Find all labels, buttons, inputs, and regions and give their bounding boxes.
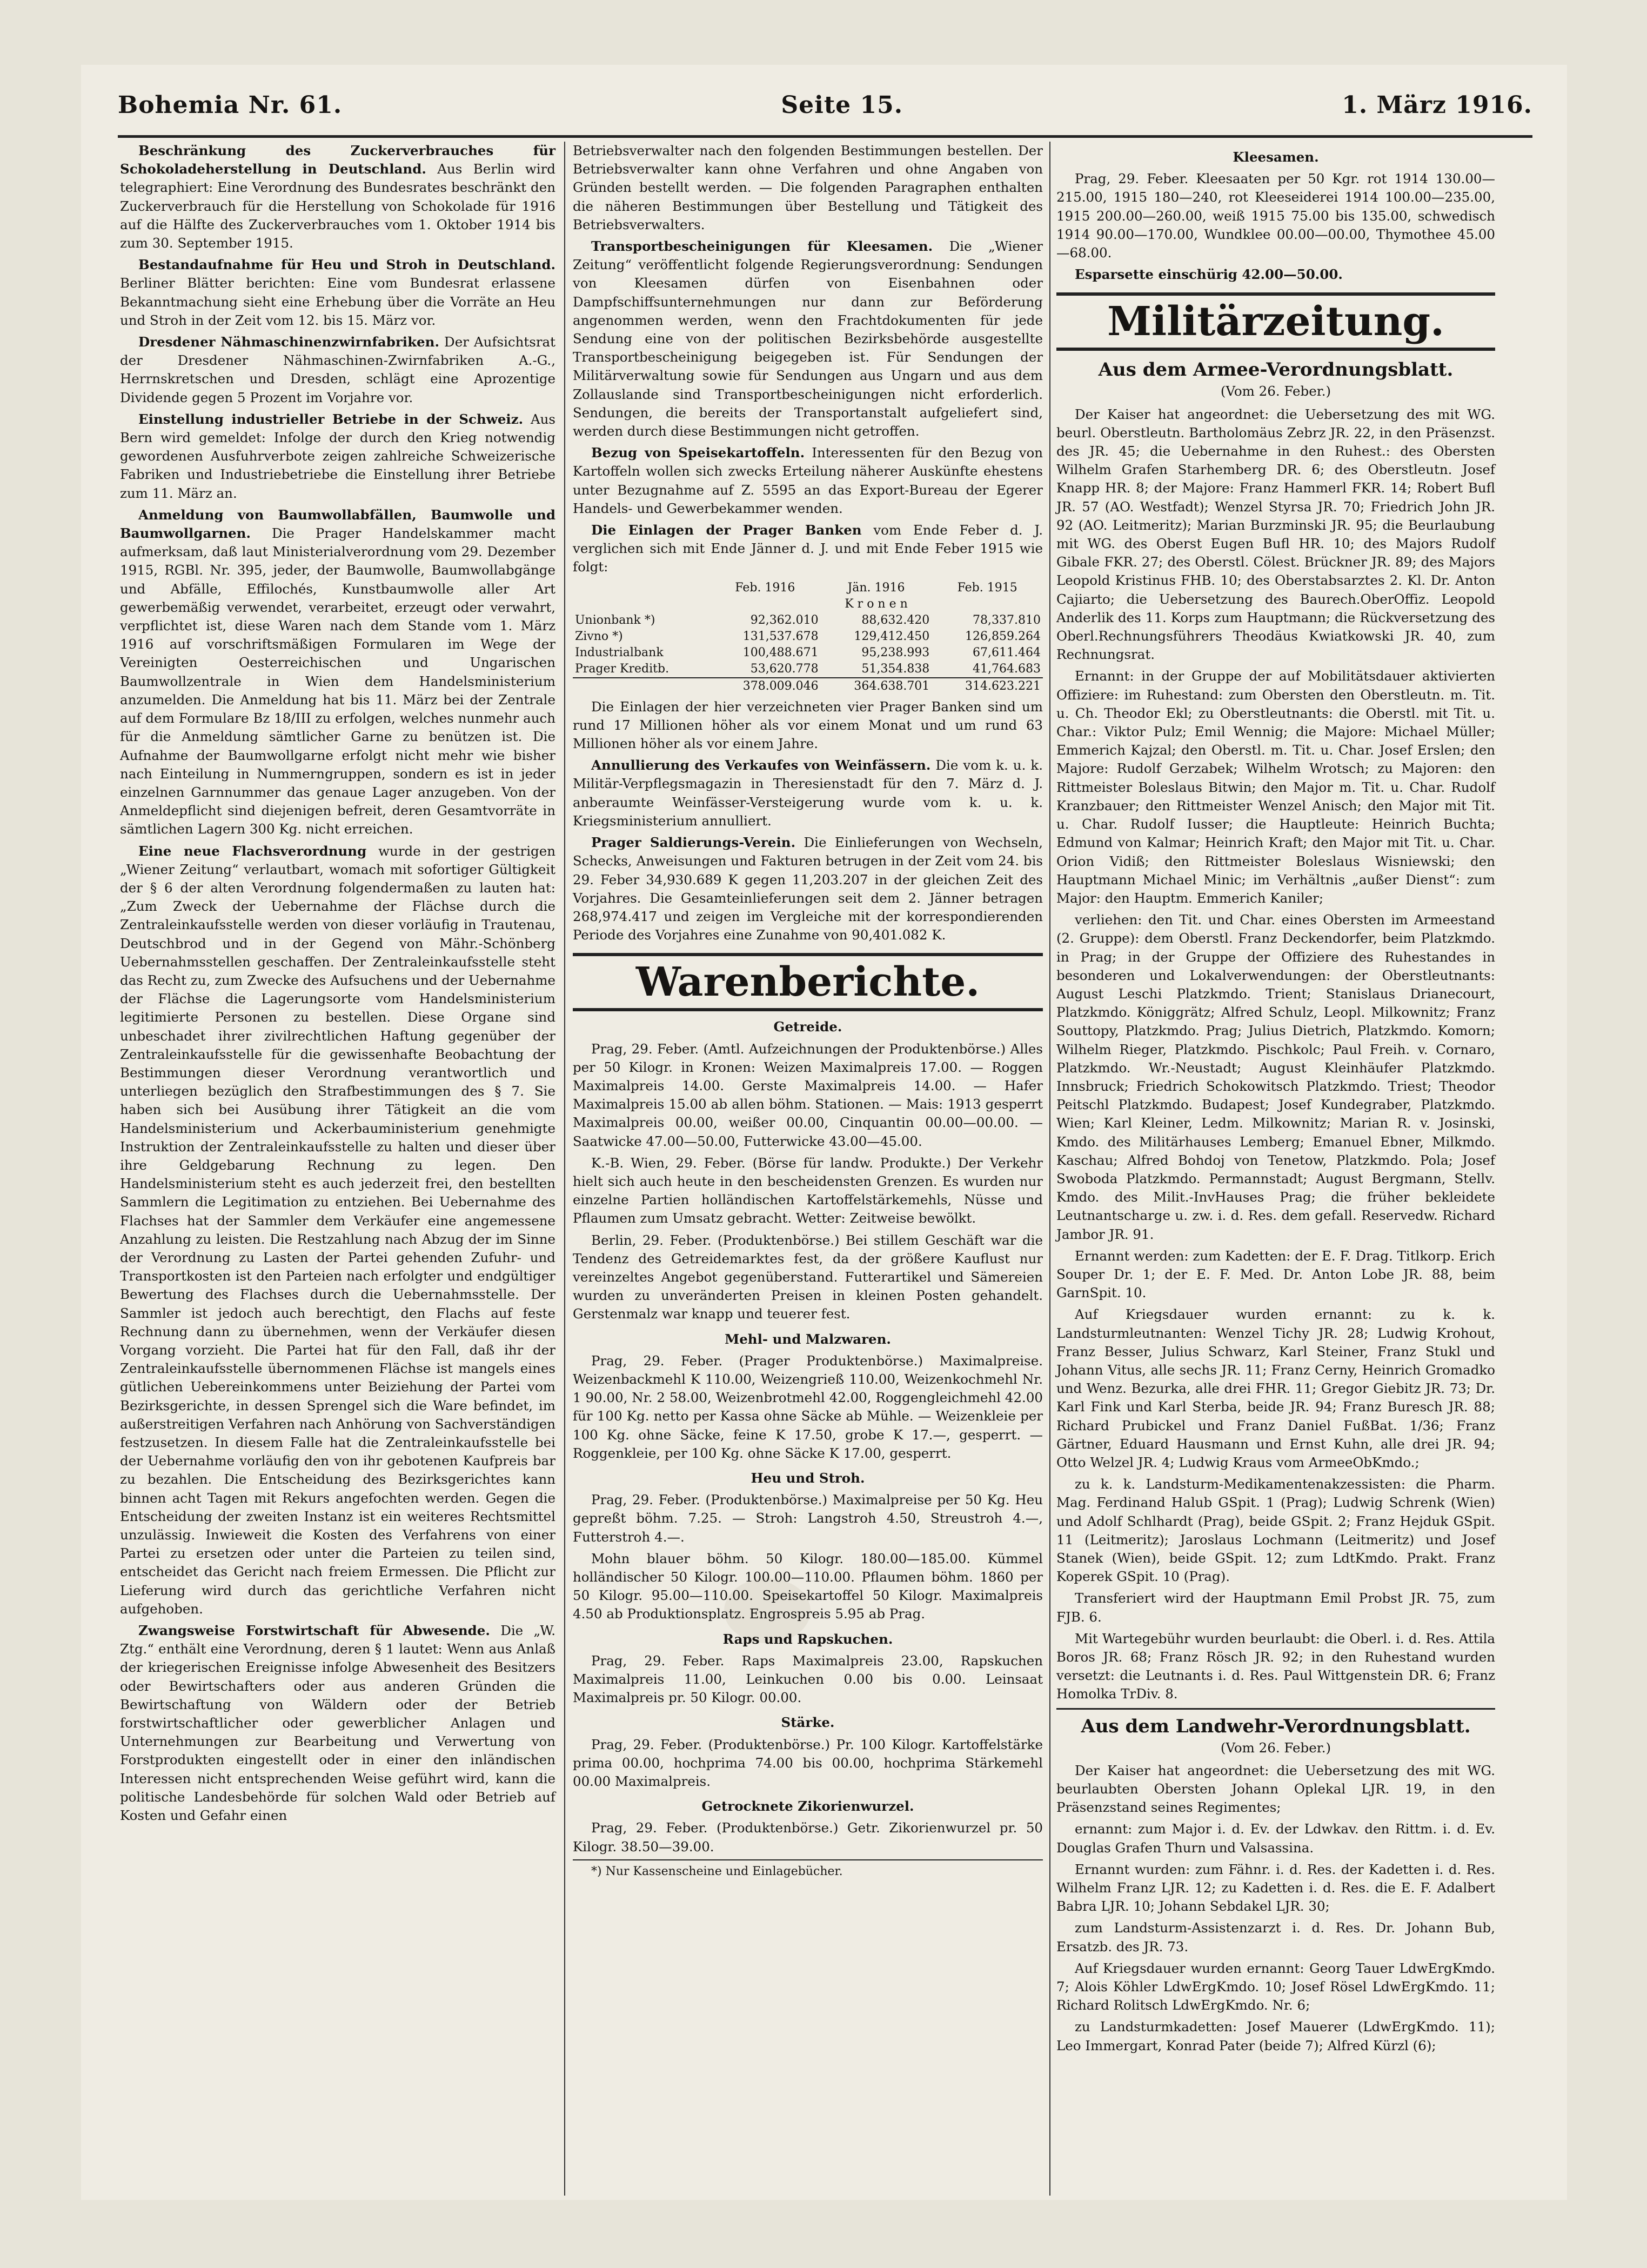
notice-paragraph: Ernannt werden: zum Kadetten: der E. F. Drag. Titlkorp. Erich Souper Dr. 1; der E. F. Med. Dr. Anton Lobe JR. 88, beim GarnSpit. 10. [1056,1248,1495,1301]
news-item-heading: Transportbescheinigungen für Kleesamen. [591,238,933,255]
notice-paragraph: ernannt: zum Major i. d. Ev. der Ldwkav. den Rittm. i. d. Ev. Douglas Grafen Thurn und Valsassina. [1056,1821,1495,1856]
bank-name: Zivno *) [575,629,623,643]
table-cell: 95,238.993 [861,645,930,659]
militaerzeitung-title: Militärzeitung. [1056,292,1495,351]
news-item-body: Interessenten für den Bezug von Kartoffeln wollen sich zwecks Erteilung näherer Auskünfte ehestens unter Bezugnahme auf Z. 5595 an das Export-Bureau der Egerer Handels- und Gewerbekammer wenden. [573,445,1043,516]
market-section-title: Mehl- und Malzwaren. [725,1331,891,1347]
news-item [120,142,555,252]
armee-section-title: Aus dem Armee-Verordnungsblatt. [1098,359,1454,381]
table-corner [573,678,709,695]
market-report: Prag, 29. Feber. (Produktenbörse.) Pr. 100 Kilogr. Kartoffelstärke prima 00.00, hochprima 74.00 bis 00.00, hochprima Stärkemehl 00.00 Maximalpreis. [573,1736,1043,1790]
news-item-body: Die vom k. u. k. Militär-Verpflegsmagazin in Theresienstadt für den 7. März d. J. anberaumte Weinfässer-Versteigerung wurde vom k. u. k. Kriegsministerium annulliert. [573,757,1043,829]
news-item [573,756,1043,830]
market-report: Prag, 29. Feber. (Amtl. Aufzeichnungen der Produktenbörse.) Alles per 50 Kilogr. in Kronen: Weizen Maximalpreis 17.00. — Roggen Maximalpreis 14.00. Gerste Maximalpreis 14.00. — Hafer Maximalpreis 15.00 ab allen böhm. Stationen. — Mais: 1913 gesperrt Maximalpreis 00.00, weißer 00.00, Cinquantin 00.00—00.00. — Saatwicke 47.00—50.00, Futterwicke 43.00—45.00. [573,1040,1043,1149]
market-section-title: Heu und Stroh. [751,1470,865,1486]
table-column-header: Jän. 1916 [847,581,905,595]
table-row [573,596,1043,612]
column-rule-1 [564,142,565,2196]
news-item-heading: Eine neue Flachsverordnung [138,843,367,859]
news-item-heading: Bezug von Speisekartoffeln. [591,445,805,461]
market-section-title: Getrocknete Zikorienwurzel. [701,1798,914,1815]
kleesamen-text: Prag, 29. Feber. Kleesaaten per 50 Kgr. rot 1914 130.00—215.00, 1915 180—240, rot Kleeseiderei 1914 100.00—235.00, 1915 200.00—260.00, weiß 1915 75.00 bis 135.00, schwedisch 1914 90.00—170.00, Wundklee 00.00—00.00, Thymothee 45.00—68.00. [1056,171,1495,261]
news-item [573,444,1043,518]
table-cell: 88,632.420 [861,613,930,627]
notice-paragraph: Ernannt wurden: zum Fähnr. i. d. Res. der Kadetten i. d. Res. Wilhelm Franz LJR. 12; zu Kadetten i. d. Res. die E. F. Adalbert Babra LJR. 10; Johann Sebdakel LJR. 30; [1056,1861,1495,1915]
notice-paragraph: zum Landsturm-Assistenzarzt i. d. Res. Dr. Johann Bub, Ersatzb. des JR. 73. [1056,1920,1495,1955]
news-item-heading: Prager Saldierungs-Verein. [591,835,796,851]
column-market-reports [573,142,1043,1884]
notice-paragraph: zu Landsturmkadetten: Josef Mauerer (LdwErgKmdo. 11); Leo Immergart, Konrad Pater (beide 7); Alfred Kürzl (6); [1056,2019,1495,2053]
table-row [573,678,1043,695]
news-item-heading: Beschränkung des Zuckerverbrauches für Schokoladeherstellung in Deutschland. [120,143,555,177]
market-reports [573,1018,1043,1856]
table-row [573,580,1043,596]
armee-date: (Vom 26. Feber.) [1220,383,1331,399]
table-column-header: Feb. 1915 [957,581,1017,595]
notice-paragraph: Mit Wartegebühr wurden beurlaubt: die Oberl. i. d. Res. Attila Boros JR. 68; Franz Rösch JR. 92; in den Ruhestand wurden versetzt: die Leutnants i. d. Res. Paul Wittgenstein DR. 6; Franz Homolka TrDiv. 8. [1056,1630,1495,1702]
market-section-title: Getreide. [773,1019,842,1035]
news-item-body: Die „W. Ztg.“ enthält eine Verordnung, deren § 1 lautet: Wenn aus Anlaß der kriegerischen Ereignisse infolge Abwesenheit des Besitzers oder Bewirtschafters oder aus anderen Gründen die Bewirtschaftung von Wäldern oder der Betrieb forstwirtschaftlicher oder gewerblicher Anlagen und Unternehmungen zur Bearbeitung und Verwertung von Forstprodukten eingestellt oder in einer den inländischen Interessen nicht entsprechenden Weise geführt wird, kann die politische Landesbehörde für solchen Wald oder Betrieb auf Kosten und Gefahr einen [120,1623,555,1824]
bank-name: Prager Kreditb. [575,662,669,676]
bank-deposits-table [573,580,1043,695]
market-section-title: Stärke. [781,1715,835,1731]
news-item-heading: Anmeldung von Baumwollabfällen, Baumwolle und Baumwollgarnen. [120,506,555,542]
header-date: 1. März 1916. [1342,91,1532,119]
notice-paragraph: Transferiert wird der Hauptmann Emil Probst JR. 75, zum FJB. 6. [1056,1590,1495,1625]
notice-paragraph: zu k. k. Landsturm-Medikamentenakzessisten: die Pharm. Mag. Ferdinand Halub GSpit. 1 (Prag); Ludwig Schrenk (Wien) und Adolf Schlhardt (Prag), beide GSpit. 2; Franz Hejduk GSpit. 11 (Leitmeritz); Jaroslaus Lochmann (Leitmeritz) und Josef Stanek (Wien), beide GSpit. 12; zum LdtKmdo. Prakt. Franz Koperek GSpit. 10 (Prag). [1056,1476,1495,1585]
news-item [573,698,1043,753]
kleesamen-last: Esparsette einschürig 42.00—50.00. [1075,266,1343,283]
news-item [120,410,555,503]
news-item [120,256,555,330]
table-row [573,645,1043,661]
table-cell: 41,764.683 [973,662,1041,676]
header-page-number: Seite 15. [781,91,903,119]
table-cell: 131,537.678 [742,629,819,643]
market-report: Prag, 29. Feber. (Produktenbörse.) Getr. Zikorienwurzel pr. 50 Kilogr. 38.50—39.00. [573,1820,1043,1855]
table-cell: 129,412.450 [854,629,930,643]
table-row [573,629,1043,645]
news-item-heading: Die Einlagen der Prager Banken [591,522,862,538]
news-item-body: Die Einlagen der hier verzeichneten vier Prager Banken sind um rund 17 Millionen höher als vor einem Monat und um rund 63 Millionen höher als vor einem Jahre. [573,698,1043,752]
news-item [120,1622,555,1825]
warenberichte-title: Warenberichte. [573,953,1043,1011]
market-report: Prag, 29. Feber. (Prager Produktenbörse.) Maximalpreise. Weizenbackmehl K 110.00, Weizengrieß 110.00, Weizenkochmehl Nr. 1 90.00, Nr. 2 58.00, Weizenbrotmehl 42.00, Roggengleichmehl 42.00 für 100 Kg. netto per Kassa ohne Säcke ab Mühle. — Weizenkleie per 100 Kg. ohne Säcke, feine K 17.50, grobe K 17.—, gesperrt. — Roggenkleie, per 100 Kg. ohne Säcke K 17.00, gesperrt. [573,1352,1043,1461]
news-item-body: wurde in der gestrigen „Wiener Zeitung“ verlautbart, womach mit sofortiger Gültigkeit der § 6 der alten Verordnung folgendermaßen zu lauten hat: „Zum Zweck der Uebernahme der Flächse durch die Zentraleinkaufsstelle werden von dieser vorläufig in Trautenau, Deutschbrod und in der Gegend von Mähr.-Schönberg Uebernahmsstellen geschaffen. Der Zentraleinkaufsstelle steht das Recht zu, zum Zwecke des Aufsuchens und der Uebernahme der Flächse die Lagerungsorte vom Handelsministerium legitimierte Personen zu bestellen. Diese Organe sind unbeschadet ihrer zivilrechtlichen Haftung gegenüber der Zentraleinkaufsstelle für die gewissenhafte Beobachtung der Bestimmungen dieser Verordnung verantwortlich und unterliegen bezüglich den Strafbestimmungen des § 7. Sie haben sich bei Ausübung ihrer Tätigkeit an die vom Handelsministerium und Ackerbauministerium genehmigte Instruktion der Zentraleinkaufsstelle zu halten und dieser über ihre Geldgebarung Rechnung zu legen. Den Handelsministerium steht es auch jederzeit frei, den bestellten Sammlern die Legitimation zu entziehen. Bei Uebernahme des Flachses hat der Sammler dem Verkäufer eine angemessene Anzahlung zu leisten. Die Restzahlung nach Abzug der im Sinne der Verordnung zu Lasten der Partei gehenden Zufuhr- und Transportkosten ist den Parteien nach erfolgter und endgültiger Bewertung des Flachses durch die Uebernahmsstelle. Der Sammler ist jedoch auch berechtigt, den Flachs auf feste Rechnung dann zu übernehmen, wenn der Verkäufer diesen Vorgang vorzieht. Die Partei hat für den Fall, daß ihr der Zentraleinkaufsstelle übernommenen Flächse ist mangels eines gütlichen Uebereinkommens unter Beiziehung der Partei vom Bezirksgerichte, in dessen Sprengel sich die Ware befindet, im außerstreitigen Verfahren nach Anhörung von Sachverständigen festzusetzen. In diesem Falle hat die Zentraleinkaufsstelle bei der Uebernahme vorläufig den von ihr gebotenen Kaufpreis bar zu bezahlen. Die Entscheidung des Bezirksgerichtes kann binnen acht Tagen mit Rekurs angefochten werden. Gegen die Entscheidung der zweiten Instanz ist ein weiteres Rechtsmittel unzulässig. Inwieweit die Kosten des Verfahrens von einer Partei zu ersetzen oder unter die Parteien zu teilen sind, entscheidet das Gericht nach freiem Ermessen. Die Pflicht zur Lieferung wird durch das gerichtliche Verfahren nicht aufgehoben. [120,843,555,1617]
table-cell: 67,611.464 [973,645,1041,659]
notice-paragraph: Auf Kriegsdauer wurden ernannt: zu k. k. Landsturmleutnanten: Wenzel Tichy JR. 28; Ludwig Krohout, Franz Besser, Julius Schwarz, Karl Steiner, Franz Stukl und Johann Vitus, alle sechs JR. 11; Franz Cerny, Heinrich Gromadko und Wenz. Bezurka, alle drei FHR. 11; Gregor Giebitz JR. 73; Dr. Karl Fink und Karl Sterba, beide JR. 94; Franz Buresch JR. 88; Richard Prubickel und Franz Daniel FußBat. 1/36; Franz Gärtner, Eduard Hausmann und Ernst Kuhn, alle drei JR. 94; Otto Welzel JR. 4; Ludwig Kraus vom ArmeeObKmdo.; [1056,1306,1495,1470]
news-item-heading: Dresdener Nähmaschinenzwirnfabriken. [138,334,439,350]
section-rule [1056,1708,1495,1710]
market-report: Mohn blauer böhm. 50 Kilogr. 180.00—185.00. Kümmel holländischer 50 Kilogr. 100.00—110.00. Pflaumen böhm. 1860 per 50 Kilogr. 95.00—110.00. Speisekartoffel 50 Kilogr. Maximalpreis 4.50 ab Produktionsplatz. Engrospreis 5.95 ab Prag. [573,1550,1043,1622]
news-items-after-table [573,698,1043,945]
table-unit: K r o n e n [845,597,908,611]
news-item-body: Aus Berlin wird telegraphiert: Eine Verordnung des Bundesrates beschränkt den Zuckerverbrauch für die Herstellung von Schokolade für 1916 auf die Hälfte des Zuckerverbrauches vom 1. Oktober 1914 bis zum 30. September 1915. [120,161,555,251]
column-rule-2 [1049,142,1050,2196]
table-cell: 78,337.810 [973,613,1041,627]
notice-paragraph: Der Kaiser hat angeordnet: die Uebersetzung des mit WG. beurl. Oberstleutn. Bartholomäus Zebrz JR. 22, in den Präsenzst. des JR. 45; die Uebernahme in den Ruhest.: des Obersten Wilhelm Grafen Starhemberg DR. 6; des Oberstleutn. Josef Knapp HR. 8; der Majore: Franz Hammerl FKR. 14; Robert Bufl JR. 57 (AO. Westfadt); Wenzel Styrsa JR. 70; Friedrich John JR. 92 (AO. Leitmeritz); Marian Burzminski JR. 95; die Beurlaubung mit WG. des Oberst Eugen Bufl HR. 10; des Majors Rudolf Gibale FKR. 27; des Oberstl. Cölest. Brückner JR. 89; des Majors Leopold Kristinus FHB. 10; des Oberstabsarztes 2. Kl. Dr. Anton Cajiarto; die Uebersetzung des Baurech.OberOffiz. Leopold Anderlik des 11. Korps zum Hauptmann; die Rückversetzung des Oberl.Rechnungsführers Theodäus Kwiatkowski JR. 40, zum Rechnungsrat. [1056,406,1495,663]
notice-paragraph: Der Kaiser hat angeordnet: die Uebersetzung des mit WG. beurlaubten Obersten Johann Oplekal LJR. 19, in den Präsenzstand seines Regimentes; [1056,1762,1495,1816]
news-item-heading: Annullierung des Verkaufes von Weinfässern. [591,757,931,773]
table-corner [573,596,709,612]
header-rule [118,135,1532,138]
news-item-body: Die „Wiener Zeitung“ veröffentlicht folgende Regierungsverordnung: Sendungen von Kleesamen dürfen von Eisenbahnen oder Dampfschiffsunternehmungen nur dann zur Beförderung angenommen werden, wenn den Frachtdokumenten für jede Sendung eine von der politischen Bezirksbehörde ausgestellte Transportbescheinigung beigegeben ist. Für Sendungen der Militärverwaltung sowie für Sendungen aus Ungarn und aus dem Zollauslande sind Transportbescheinigungen nicht erforderlich. Sendungen, die bereits der Transportanstalt aufgeliefert sind, werden durch diese Bestimmungen nicht getroffen. [573,238,1043,439]
news-item [120,506,555,839]
news-item [573,521,1043,577]
notice-paragraph: Auf Kriegsdauer wurden ernannt: Georg Tauer LdwErgKmdo. 7; Alois Köhler LdwErgKmdo. 10; Josef Rösel LdwErgKmdo. 11; Richard Rolitsch LdwErgKmdo. Nr. 6; [1056,1960,1495,2013]
table-row [573,612,1043,629]
landwehr-paragraphs [1056,1762,1495,2055]
news-items [573,237,1043,577]
table-cell: 53,620.778 [750,662,819,676]
news-item-heading: Einstellung industrieller Betriebe in der Schweiz. [138,411,524,427]
column-economy-news [120,142,555,1828]
table-cell: 51,354.838 [861,662,930,676]
table-cell: 100,488.671 [742,645,819,659]
news-item [120,333,555,407]
intro-paragraph: Betriebsverwalter nach den folgenden Bestimmungen bestellen. Der Betriebsverwalter kann ohne Verfahren und ohne Angaben von Gründen bestellt werden. — Die folgenden Paragraphen enthalten die näheren Bestimmungen über Bestellung und Tätigkeit des Betriebsverwalters. [573,143,1043,232]
table-sum-cell: 364.638.701 [821,678,932,695]
header-issue: Bohemia Nr. 61. [118,91,343,119]
table-sum-cell: 314.623.221 [932,678,1043,695]
news-item [573,237,1043,441]
news-item-heading: Zwangsweise Forstwirtschaft für Abwesende. [138,1623,490,1639]
notice-paragraph: verliehen: den Tit. und Char. eines Obersten im Armeestand (2. Gruppe): dem Oberstl. Franz Deckendorfer, beim Platzkmdo. in Prag; in der Gruppe der Offiziere des Ruhestandes in besonderen und Lokalverwendungen: der Oberstleutnants: August Leschi Platzkmdo. Trient; Stanislaus Drianecourt, Platzkmdo. Königgrätz; Alfred Schulz, Leopl. Milkownitz; Franz Souttopy, Platzkmdo. Prag; Julius Dietrich, Platzkmdo. Komorn; Wilhelm Rieger, Platzkmdo. Pischkolc; Paul Freih. v. Cornaro, Platzkmdo. Wr.-Neustadt; August Kleinhäufer Platzkmdo. Innsbruck; Friedrich Schokowitsch Platzkmdo. Triest; Theodor Peitschl Platzkmdo. Budapest; Josef Kundegraber, Platzkmdo. Wien; Karl Kleiner, Ledm. Milkownitz; Marian R. v. Josinski, Kmdo. des Militärhauses Lemberg; Emanuel Ebner, Milkmdo. Kaschau; Alfred Bohdoj von Tenetow, Platzkmdo. Pola; Josef Swoboda Platzkmdo. Permannstadt; August Bergmann, Stellv. Kmdo. des Milit.-InvHauses Prag; die früher bekleidete Leutnantscharge u. zw. i. d. Res. dem gefall. Reservedw. Richard Jambor JR. 91. [1056,912,1495,1242]
landwehr-section-title: Aus dem Landwehr-Verordnungsblatt. [1081,1715,1471,1737]
notice-paragraph: Ernannt: in der Gruppe der auf Mobilitätsdauer aktivierten Offiziere: im Ruhestand: zum Obersten den Oberstleutn. m. Tit. u. Ch. Theodor Ekl; zu Oberstleutnants: die Oberstl. mit Tit. u. Char.: Viktor Pulz; Emil Wennig; die Majore: Michael Müller; Emmerich Kajzal; den Oberstl. m. Tit. u. Char. Josef Erslen; den Majore: Rudolf Gerzabek; Wilhelm Wrotsch; zu Majoren: den Rittmeister Boleslaus Bitwin; den Major m. Tit. u. Char. Rudolf Kranzbauer; den Rittmeister Wenzel Anisch; den Major mit Tit. u. Char. Rudolf Iusser; die Hauptleute: Heinrich Buchta; Edmund von Kalmar; Heinrich Kraft; den Major mit Tit. u. Char. Orion Vidiß; den Rittmeister Boleslaus Wisniewski; den Hauptmann Michael Minic; im Verhältnis „außer Dienst“: zum Major: den Hauptm. Emmerich Kaniler; [1056,668,1495,906]
footnote: *) Nur Kassenscheine und Einlagebücher. [573,1859,1043,1881]
landwehr-date: (Vom 26. Feber.) [1220,1739,1331,1756]
news-item-body: Der Aufsichtsrat der Dresdener Nähmaschinen-Zwirnfabriken A.-G., Herrnskretschen und Dresden, schlägt eine Aprozentige Dividende gegen 5 Prozent im Vorjahre vor. [120,334,555,405]
market-section-title: Raps und Rapskuchen. [722,1631,893,1647]
market-report: Prag, 29. Feber. Raps Maximalpreis 23.00, Rapskuchen Maximalpreis 11.00, Leinkuchen 0.00 bis 0.00. Leinsaat Maximalpreis pr. 50 Kilogr. 00.00. [573,1652,1043,1706]
news-item-body: Die Einlieferungen von Wechseln, Schecks, Anweisungen und Fakturen betrugen in der Zeit vom 24. bis 29. Feber 34,930.689 K gegen 11,203.207 in der gleichen Zeit des Vorjahres. Die Gesamteinlieferungen seit dem 2. Jänner betragen 268,974.417 und zeigen im Vergleiche mit der korrespondierenden Periode des Vorjahres eine Zunahme von 90,401.082 K. [573,835,1043,943]
news-item-heading: Bestandaufnahme für Heu und Stroh in Deutschland. [138,257,555,273]
market-report: Prag, 29. Feber. (Produktenbörse.) Maximalpreise per 50 Kg. Heu gepreßt böhm. 7.25. — Stroh: Langstroh 4.50, Streustroh 4.—, Futterstroh 4.—. [573,1492,1043,1545]
bank-name: Industrialbank [575,645,664,659]
news-item [573,833,1043,944]
table-row [573,661,1043,678]
news-item-body: Aus Bern wird gemeldet: Infolge der durch den Krieg notwendig gewordenen Ausfuhrverbote zeigen zahlreiche Schweizerische Fabriken und Industriebetriebe die Einstellung ihrer Betriebe zum 11. März an. [120,411,555,501]
table-sum-cell: 378.009.046 [709,678,821,695]
table-corner [573,580,709,596]
news-item-body: vom Ende Feber d. J. verglichen sich mit Ende Jänner d. J. und mit Ende Feber 1915 wie folgt: [573,522,1043,575]
table-column-header: Feb. 1916 [735,581,795,595]
table-cell: 126,859.264 [965,629,1041,643]
armee-paragraphs [1056,405,1495,1704]
kleesamen-title: Kleesamen. [1233,149,1319,165]
table-cell: 92,362.010 [750,613,819,627]
news-item-body: Berliner Blätter berichten: Eine vom Bundesrat erlassene Bekanntmachung sieht eine Erhebung über die Vorräte an Heu und Stroh in der Zeit vom 12. bis 15. März vor. [120,275,555,328]
column-military [1056,142,1495,2058]
market-report: K.-B. Wien, 29. Feber. (Börse für landw. Produkte.) Der Verkehr hielt sich auch heute in den bescheidensten Grenzen. Es wurden nur einzelne Partien holländischen Kartoffelstärkemehls, Nüsse und Pflaumen zum Umsatz gebracht. Wetter: Zeitweise bewölkt. [573,1155,1043,1226]
bank-name: Unionbank *) [575,613,655,627]
page-header [118,81,1532,129]
news-item-body: Die Prager Handelskammer macht aufmerksam, daß laut Ministerialverordnung vom 29. Dezember 1915, RGBl. Nr. 395, jeder, der Baumwolle, Baumwollabgänge und Abfälle, Effilochés, Kunstbaumwolle aller Art gewerbemäßig verwendet, verarbeitet, erzeugt oder verwahrt, verpflichtet ist, diese Waren nach dem Stande vom 1. März 1916 auf vorschriftsmäßigen Formularen im Wege der Vereinigten Oesterreichischen und Ungarischen Baumwollzentrale in Wien dem Handelsministerium anzumelden. Die Anmeldung hat bis 11. März bei der Zentrale auf dem Formulare Bz 18/III zu erfolgen, welches nunmehr auch für die Anmeldung sämtlicher Garne zu benützen ist. Die Aufnahme der Baumwollgarne erfolgt nicht mehr wie bisher nach Einteilung in Nummerngruppen, sondern es ist in jeder einzelnen Garnnummer das genaue Lager anzugeben. Von der Anmeldepflicht sind diejenigen befreit, deren Gesamtvorräte in sämtlichen Lagern 300 Kg. nicht erreichen. [120,525,555,837]
news-item [120,842,555,1619]
market-report: Berlin, 29. Feber. (Produktenbörse.) Bei stillem Geschäft war die Tendenz des Getreidemarktes fest, da der größere Kauflust nur vereinzeltes Angebot gegenüberstand. Futterartikel und Sämereien wurden zu unveränderten Preisen in kleinen Posten gehandelt. Gerstenmalz war knapp und teuerer fest. [573,1232,1043,1322]
